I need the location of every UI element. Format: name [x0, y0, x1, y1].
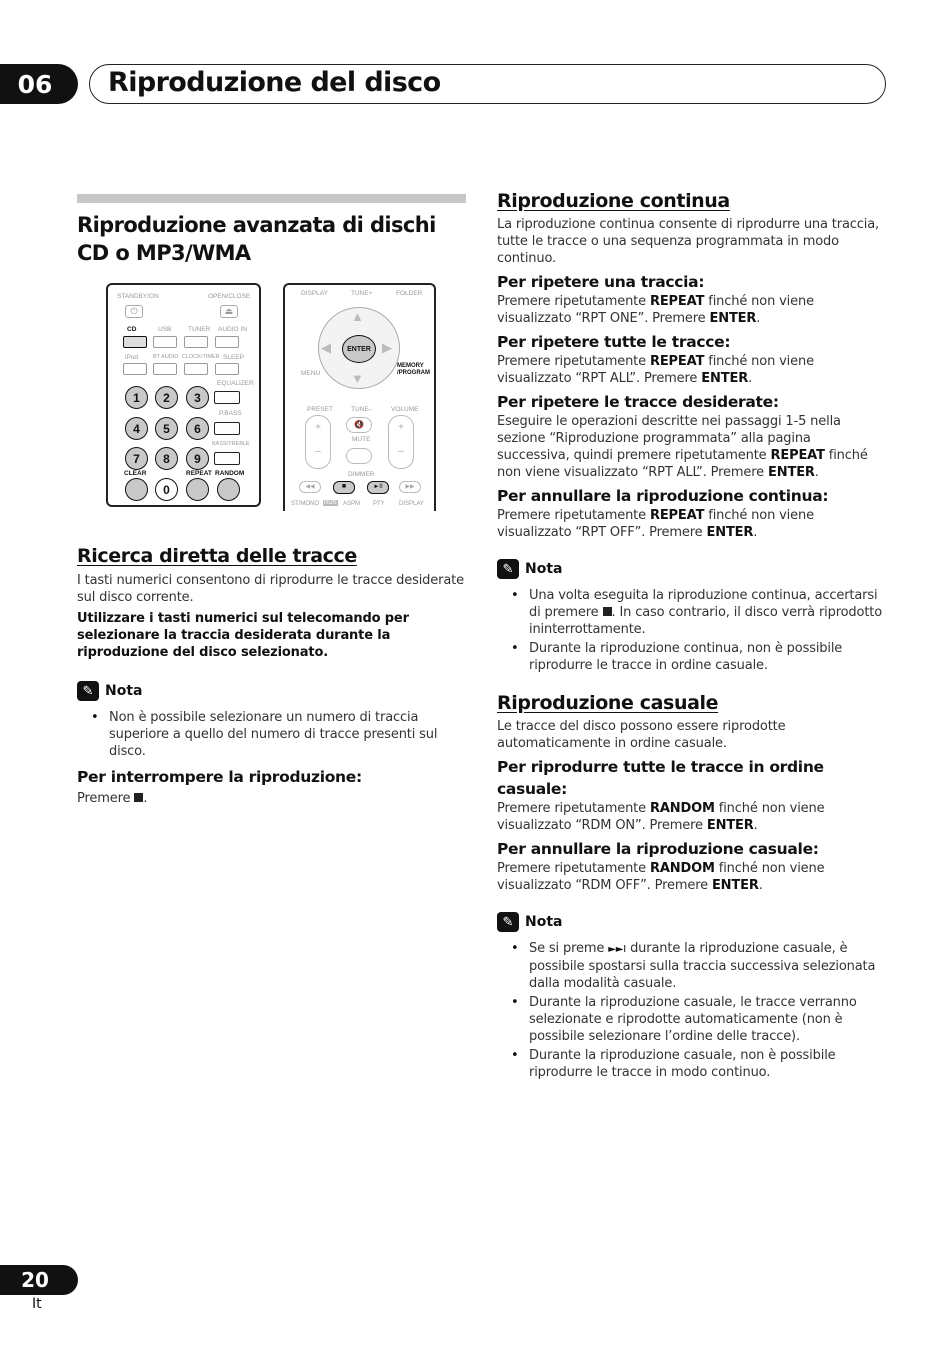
- tuner-button: [184, 336, 208, 348]
- remote-label: OPEN/CLOSE: [208, 293, 251, 300]
- remote-label: DISPLAY: [301, 290, 328, 297]
- language-code: It: [32, 1296, 42, 1312]
- stop-icon: [603, 607, 612, 616]
- remote-label: TUNE+: [351, 290, 373, 297]
- number-key-6: 6: [186, 417, 209, 440]
- random-key: [217, 478, 240, 501]
- remote-label: BT AUDIO: [153, 354, 179, 360]
- remote-label-repeat: REPEAT: [186, 470, 212, 477]
- stop-icon: [134, 793, 143, 802]
- remote-label: P.BASS: [219, 410, 242, 417]
- random-off-text: Premere ripetutamente RANDOM finché non viene visualizzato “RDM OFF”. Premere ENTER.: [497, 861, 825, 893]
- remote-illustration-numeric: [106, 283, 261, 507]
- remote-label: USB: [158, 326, 172, 333]
- pencil-icon: ✎: [77, 681, 99, 701]
- note-item: • Durante la riproduzione casuale, non è possibile riprodurre le tracce in modo continuo.: [529, 1047, 887, 1081]
- remote-label: RDS: [324, 500, 337, 506]
- enter-key: [342, 335, 376, 363]
- number-key-9: 9: [186, 447, 209, 470]
- note-heading: [77, 681, 466, 701]
- stop-playback-label: Premere: [77, 791, 131, 806]
- play-pause-key: ►II: [367, 481, 389, 494]
- power-icon: ⏻: [125, 305, 143, 318]
- remote-label: PRESET: [307, 406, 334, 413]
- remote-label: ASPM: [343, 501, 361, 507]
- sleep-button: [215, 363, 239, 375]
- section-title-continuous: Riproduzione continua: [497, 190, 730, 212]
- arrow-left-icon: ◀: [321, 340, 331, 355]
- note-list: [77, 709, 466, 760]
- remote-label: TUNER: [188, 326, 211, 333]
- prev-track-icon: ◀◀: [299, 481, 321, 493]
- note-list: [497, 940, 887, 1081]
- bt-audio-button: [153, 363, 177, 375]
- repeat-one-text: Premere ripetutamente REPEAT finché non viene visualizzato “RPT ONE”. Premere ENTER.: [497, 294, 814, 326]
- number-key-8: 8: [155, 447, 178, 470]
- remote-label: TUNE–: [351, 406, 373, 413]
- arrow-right-icon: ▶: [382, 340, 392, 355]
- remote-label: MUTE: [352, 436, 371, 443]
- preset-rocker: + –: [305, 415, 331, 469]
- audio-in-button: [215, 336, 239, 348]
- volume-rocker: + –: [388, 415, 414, 469]
- random-all-text: Premere ripetutamente RANDOM finché non viene visualizzato “RDM ON”. Premere ENTER.: [497, 801, 825, 833]
- random-text: Le tracce del disco possono essere riprodotte automaticamente in ordine casuale.: [497, 719, 786, 751]
- stop-playback-title: Per interrompere la riproduzione:: [77, 768, 362, 786]
- remote-illustrations: [77, 283, 466, 511]
- right-column: [497, 188, 887, 1083]
- stop-key: ■: [333, 481, 355, 494]
- equalizer-button: [214, 391, 240, 404]
- tune-down-button: [346, 448, 372, 464]
- repeat-all-title: Per ripetere tutte le tracce:: [497, 333, 731, 351]
- note-label: Nota: [105, 683, 143, 699]
- remote-label-random: RANDOM: [215, 470, 245, 477]
- section-title-random: Riproduzione casuale: [497, 692, 719, 714]
- remote-label: iPod: [125, 354, 139, 361]
- repeat-key: [186, 478, 209, 501]
- note-item: • Una volta eseguita la riproduzione continua, accertarsi di premere . In caso contrario, il disco verrà riprodotto ininterrottamente.: [529, 587, 887, 638]
- remote-label: FOLDER: [396, 290, 423, 297]
- next-track-icon: ►►I: [608, 944, 627, 955]
- next-track-button-icon: ▶▶: [399, 481, 421, 493]
- remote-label-memory-program: MEMORY /PROGRAM: [397, 363, 430, 376]
- repeat-off-text: Premere ripetutamente REPEAT finché non viene visualizzato “RPT OFF”. Premere ENTER.: [497, 508, 814, 540]
- left-column: [77, 194, 466, 807]
- note-item: • Non è possibile selezionare un numero di traccia superiore a quello del numero di tracce presenti sul disco.: [109, 709, 466, 760]
- clear-key: [125, 478, 148, 501]
- repeat-desired-text: Eseguire le operazioni descritte nei passaggi 1-5 nella sezione “Riproduzione programmata” alla pagina successiva, quindi premere ripetutamente REPEAT finché non viene visualizzato “RPT ALL”. Premere ENTER.: [497, 414, 868, 480]
- repeat-all-text: Premere ripetutamente REPEAT finché non viene visualizzato “RPT ALL”. Premere ENTER.: [497, 354, 814, 386]
- eject-icon: ⏏: [220, 305, 238, 318]
- page-number-tab: [0, 1265, 78, 1295]
- note-label: Nota: [525, 561, 563, 577]
- repeat-one-title: Per ripetere una traccia:: [497, 273, 705, 291]
- enter-key-label: ENTER: [347, 345, 371, 353]
- section-title-direct-search: Ricerca diretta delle tracce: [77, 545, 357, 567]
- remote-label: SLEEP: [223, 354, 244, 361]
- remote-label: DIMMER: [348, 471, 375, 478]
- random-off-title: Per annullare la riproduzione casuale:: [497, 840, 819, 858]
- ipod-button: [123, 363, 147, 375]
- note-heading: [497, 912, 887, 932]
- usb-button: [153, 336, 177, 348]
- direct-search-text: I tasti numerici consentono di riprodurre le tracce desiderate sul disco corrente.: [77, 573, 464, 605]
- number-key-7: 7: [125, 447, 148, 470]
- mute-button: 🔇: [346, 417, 372, 433]
- pencil-icon: ✎: [497, 912, 519, 932]
- number-key-0: 0: [155, 478, 178, 501]
- random-all-title: Per riprodurre tutte le tracce in ordine casuale:: [497, 758, 824, 798]
- repeat-desired-title: Per ripetere le tracce desiderate:: [497, 393, 779, 411]
- clock-timer-button: [184, 363, 208, 375]
- direct-search-instruction: Utilizzare i tasti numerici sul telecomando per selezionare la traccia desiderata durante la riproduzione del disco selezionato.: [77, 611, 409, 660]
- remote-illustration-navigation: [283, 283, 436, 511]
- pencil-icon: ✎: [497, 559, 519, 579]
- number-key-5: 5: [155, 417, 178, 440]
- number-key-2: 2: [155, 386, 178, 409]
- remote-label: EQUALIZER: [217, 380, 254, 387]
- remote-label: STANDBY/ON: [117, 293, 159, 300]
- remote-label: AUDIO IN: [218, 326, 247, 333]
- remote-label: VOLUME: [391, 406, 419, 413]
- note-heading: [497, 559, 887, 579]
- cd-button: [123, 336, 147, 348]
- stop-playback-text: Premere .: [77, 791, 148, 806]
- remote-label: BASS/TREBLE: [212, 441, 250, 447]
- arrow-up-icon: ▲: [351, 309, 364, 324]
- remote-label: MENU: [301, 370, 321, 377]
- note-item: • Se si preme ►►I durante la riproduzione casuale, è possibile spostarsi sulla traccia successiva selezionata dalla modalità casuale.: [529, 940, 887, 992]
- section-main-title: Riproduzione avanzata di dischi CD o MP3/WMA: [77, 213, 436, 265]
- continuous-text: La riproduzione continua consente di riprodurre una traccia, tutte le tracce o una sequenza programmata in modo continuo.: [497, 217, 880, 266]
- chapter-number-tab: [0, 64, 78, 104]
- remote-label-cd: CD: [127, 326, 137, 333]
- section-divider-bar: [77, 194, 466, 203]
- note-item: • Durante la riproduzione continua, non è possibile riprodurre le tracce in ordine casuale.: [529, 640, 887, 674]
- p-bass-button: [214, 422, 240, 435]
- page-number: 20: [21, 1268, 49, 1292]
- remote-label-clear: CLEAR: [124, 470, 147, 477]
- chapter-title: Riproduzione del disco: [108, 67, 441, 98]
- repeat-off-title: Per annullare la riproduzione continua:: [497, 487, 829, 505]
- note-item: • Durante la riproduzione casuale, le tracce verranno selezionate e riprodotte automaticamente (non è possibile selezionare l’ordine delle tracce).: [529, 994, 887, 1045]
- number-key-1: 1: [125, 386, 148, 409]
- number-key-3: 3: [186, 386, 209, 409]
- chapter-number: 06: [17, 69, 53, 99]
- note-list: [497, 587, 887, 674]
- remote-label: DISPLAY: [399, 501, 424, 507]
- bass-treble-button: [214, 452, 240, 465]
- remote-label: CLOCK/TIMER: [182, 354, 220, 360]
- remote-label: PTY: [373, 501, 385, 507]
- remote-label: ST/MONO: [291, 501, 319, 507]
- number-key-4: 4: [125, 417, 148, 440]
- note-label: Nota: [525, 914, 563, 930]
- arrow-down-icon: ▼: [351, 371, 364, 386]
